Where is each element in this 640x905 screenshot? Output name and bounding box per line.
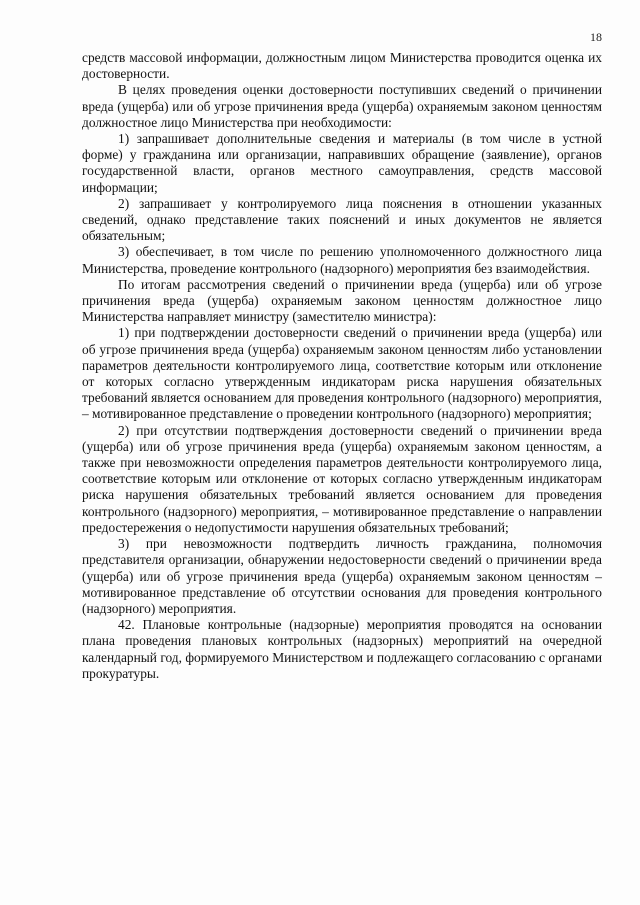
paragraph: средств массовой информации, должностным лицом Министерства проводится оценка их достоверности. <box>82 50 602 82</box>
list-item: 3) при невозможности подтвердить личность гражданина, полномочия представителя организации, обнаружении недостоверности сведений о причинении вреда (ущерба) или об угрозе причинения вреда (ущерба) охраняемым законом ценностям – мотивированное представление об отсутствии основания для проведения контрольного (надзорного) мероприятия. <box>82 536 602 616</box>
list-item: 1) запрашивает дополнительные сведения и материалы (в том числе в устной форме) у гражданина или организации, направивших обращение (заявление), органов государственной власти, органов местного самоуправления, средств массовой информации; <box>82 131 602 195</box>
page-number: 18 <box>590 30 602 44</box>
paragraph: В целях проведения оценки достоверности поступивших сведений о причинении вреда (ущерба) или об угрозе причинения вреда (ущерба) охраняемым законом ценностям должностное лицо Министерства при необходимости: <box>82 82 602 130</box>
paragraph: По итогам рассмотрения сведений о причинении вреда (ущерба) или об угрозе причинения вреда (ущерба) охраняемым законом ценностям должностное лицо Министерства направляет министру (заместителю министра): <box>82 276 602 325</box>
list-item: 2) при отсутствии подтверждения достоверности сведений о причинении вреда (ущерба) или об угрозе причинения вреда (ущерба) охраняемым законом ценностям, а также при невозможности определения параметров деятельности контролируемого лица, соответствие которым или отклонение от которых согласно утвержденным индикаторам риска нарушения обязательных требований является основанием для проведения контрольного (надзорного) мероприятия, – мотивированное представление о направлении предостережения о недопустимости нарушения обязательных требований; <box>82 422 602 535</box>
document-body <box>82 50 602 682</box>
section-paragraph: 42. Плановые контрольные (надзорные) мероприятия проводятся на основании плана проведения плановых контрольных (надзорных) мероприятий на очередной календарный год, формируемого Министерством и подлежащего согласованию с органами прокуратуры. <box>82 617 602 681</box>
list-item: 1) при подтверждении достоверности сведений о причинении вреда (ущерба) или об угрозе причинения вреда (ущерба) охраняемым законом ценностям либо установлении параметров деятельности контролируемого лица, соответствие которым или отклонение от которых согласно утвержденным индикаторам риска нарушения обязательных требований является основанием для проведения контрольного (надзорного) мероприятия, – мотивированное представление о проведении контрольного (надзорного) мероприятия; <box>82 325 602 422</box>
list-item: 3) обеспечивает, в том числе по решению уполномоченного должностного лица Министерства, проведение контрольного (надзорного) мероприятия без взаимодействия. <box>82 244 602 276</box>
list-item: 2) запрашивает у контролируемого лица пояснения в отношении указанных сведений, однако представление таких пояснений и иных документов не является обязательным; <box>82 195 602 244</box>
